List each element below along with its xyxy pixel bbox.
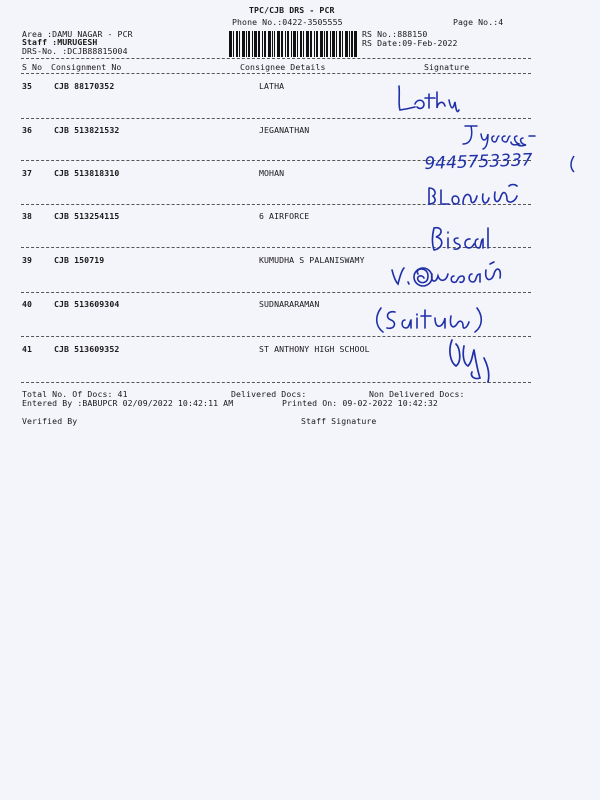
row-consignment: CJB 513818310 [54, 168, 120, 178]
row-consignment: CJB 88170352 [54, 81, 115, 91]
row-consignment: CJB 150719 [54, 255, 105, 265]
row-sno: 37 [22, 168, 33, 178]
signature-latha [393, 84, 473, 118]
delivered-docs: Delivered Docs: [231, 389, 307, 399]
signature-bisal [428, 224, 498, 258]
staff-signature-label: Staff Signature [301, 416, 377, 426]
row-consignee: 6 AIRFORCE [259, 211, 310, 221]
col-header-consignment: Consignment No [51, 62, 122, 72]
row-consignment: CJB 513609352 [54, 344, 120, 354]
report-title: TPC/CJB DRS - PCR [249, 5, 335, 15]
non-delivered-docs: Non Delivered Docs: [369, 389, 465, 399]
row-consignee: MOHAN [259, 168, 285, 178]
phone-number: Phone No.:0422-3505555 [232, 17, 343, 27]
col-header-sno: S No [22, 62, 43, 72]
row-consignee: ST ANTHONY HIGH SCHOOL [259, 344, 370, 354]
row-consignee: JEGANATHAN [259, 125, 310, 135]
divider-header [21, 73, 531, 74]
row-consignment: CJB 513821532 [54, 125, 120, 135]
entered-by: Entered By :BABUPCR 02/09/2022 10:42:11 AM [22, 398, 234, 408]
signature-jyas [453, 122, 548, 154]
signature-st-anthony [444, 336, 504, 390]
barcode-image [229, 31, 357, 57]
printed-on: Printed On: 09-02-2022 10:42:32 [282, 398, 438, 408]
signature-kumudha [386, 260, 536, 298]
row-sno: 39 [22, 255, 33, 265]
row-consignment: CJB 513254115 [54, 211, 120, 221]
col-header-signature: Signature [424, 62, 470, 72]
signature-mohan [425, 182, 535, 214]
area-label: Area :DAMU NAGAR - PCR [22, 29, 133, 39]
rs-number: RS No.:888150 [362, 29, 428, 39]
row-sno: 40 [22, 299, 33, 309]
page-number: Page No.:4 [453, 17, 504, 27]
row-consignee: KUMUDHA S PALANISWAMY [259, 255, 365, 265]
handwritten-phone: 9445753337 [424, 150, 533, 174]
row-sno: 41 [22, 344, 33, 354]
row-sno: 35 [22, 81, 33, 91]
signature-sudnararaman [373, 302, 503, 340]
row-sno: 38 [22, 211, 33, 221]
verified-by-label: Verified By [22, 416, 78, 426]
rs-date: RS Date:09-Feb-2022 [362, 38, 458, 48]
signature-phone-number [424, 152, 594, 180]
row-consignee: SUDNARARAMAN [259, 299, 320, 309]
drs-number: DRS-No. :DCJB88815004 [22, 46, 128, 56]
divider-top [21, 58, 531, 59]
row-sno: 36 [22, 125, 33, 135]
row-consignment: CJB 513609304 [54, 299, 120, 309]
row-divider [21, 118, 531, 119]
staff-label: Staff :MURUGESH [22, 37, 98, 47]
col-header-consignee: Consignee Details [240, 62, 326, 72]
row-consignee: LATHA [259, 81, 285, 91]
total-docs: Total No. Of Docs: 41 [22, 389, 128, 399]
